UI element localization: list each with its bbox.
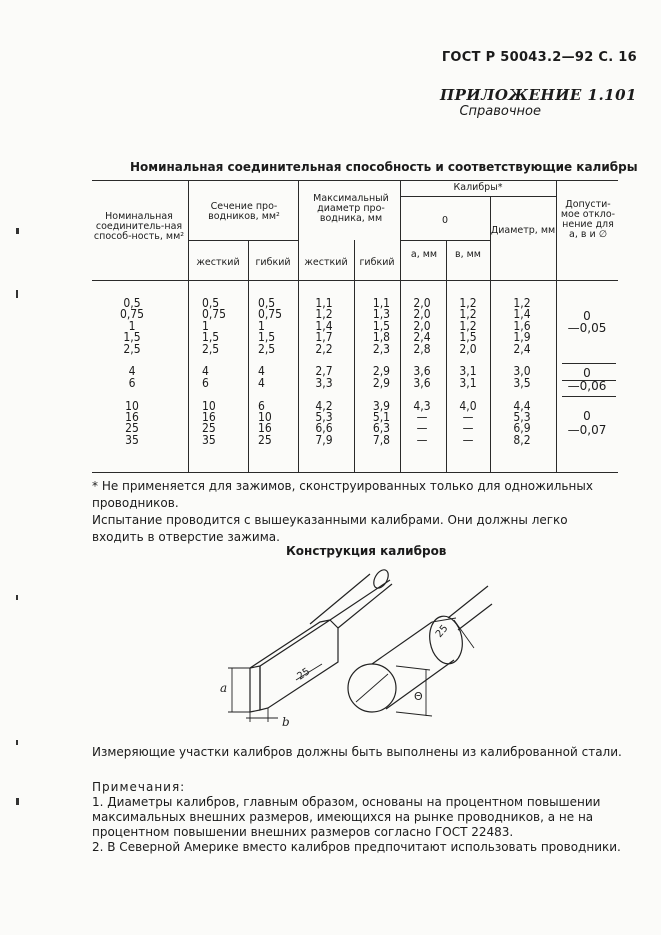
table-rule: [556, 180, 557, 472]
header-section: Сечение про-водников, мм²: [208, 201, 280, 222]
gauge-drawing: [200, 560, 500, 735]
flat-gauge-body: [260, 620, 338, 710]
flat-gauge-outline: [250, 620, 330, 668]
header-diameter: Диаметр, мм: [490, 225, 556, 236]
label-b: b: [282, 715, 290, 729]
notes-title: Примечания:: [92, 780, 186, 794]
col-nominal: 0,5 0,75 1 1,5 2,5 4 6 10 16 25 35: [119, 296, 145, 447]
notes-block: [92, 780, 627, 855]
tolerance-minus: —0,06: [567, 379, 607, 393]
tolerance-plus: 0: [583, 409, 591, 423]
table-rule: [248, 240, 249, 472]
col-gauge-diameter: 1,2 1,4 1,6 1,9 2,4 3,0 3,5 4,4 5,3 6,9 8,2: [513, 296, 531, 447]
table-rule: [188, 180, 189, 472]
table-rule: [92, 180, 618, 181]
margin-mark: [16, 740, 18, 745]
note-1: 1. Диаметры калибров, главным образом, основаны на процентном повышении максимальных внешних размеров, имеющихся на рынке проводников, а не на процентном повышении внешних размеров согласно ГОСТ 22483.: [92, 795, 601, 839]
header-zero: 0: [441, 215, 449, 226]
margin-mark: [16, 290, 18, 298]
header-rigid2: жесткий: [304, 257, 348, 268]
header-rigid: жесткий: [196, 257, 240, 268]
margin-mark: [16, 798, 19, 805]
header-nominal: Номинальная соединитель-ная способ-ность, мм²: [93, 211, 185, 242]
header-b: в, мм: [455, 249, 481, 260]
margin-mark: [16, 228, 19, 234]
note-2: 2. В Северной Америке вместо калибров предпочитают использовать проводники.: [92, 840, 621, 854]
appendix-title: ПРИЛОЖЕНИЕ 1.101: [439, 86, 637, 104]
tolerance-minus: —0,05: [567, 321, 607, 335]
label-theta: Θ: [414, 690, 423, 703]
round-gauge-back: [426, 614, 466, 667]
tolerance-minus: —0,07: [567, 423, 607, 437]
table-rule: [92, 472, 618, 473]
appendix-subtitle: Справочное: [459, 104, 541, 119]
header-maxdiam: Максимальный диаметр про-водника, мм: [313, 193, 389, 224]
header-a: а, мм: [410, 249, 438, 260]
flat-gauge-face: [250, 666, 260, 712]
table-rule: [400, 240, 490, 241]
col-diameter-rigid: 1,1 1,2 1,4 1,7 2,2 2,7 3,3 4,2 5,3 6,6 7,9: [315, 296, 333, 447]
margin-mark: [16, 595, 18, 600]
header-gauges: Калибры*: [453, 182, 503, 193]
table-rule: [92, 280, 618, 281]
gauge-table: [92, 180, 618, 472]
col-section-rigid: 0,5 0,75 1 1,5 2,5 4 6 10 16 25 35: [202, 296, 227, 447]
header-tolerance: Допусти-мое откло-нение для а, в и ∅: [560, 199, 616, 240]
col-gauge-a: 2,0 2,0 2,0 2,4 2,8 3,6 3,6 4,3 — — —: [413, 296, 431, 447]
tolerance-separator: [562, 363, 616, 364]
tolerance-plus: 0: [583, 366, 591, 380]
table-rule: [298, 180, 299, 472]
test-paragraph: Испытание проводится с вышеуказанными калибрами. Они должны легко входить в отверстие зажима.: [92, 513, 568, 544]
material-paragraph: Измеряющие участки калибров должны быть выполнены из калиброванной стали.: [92, 745, 622, 759]
col-diameter-flexible: 1,1 1,3 1,5 1,8 2,3 2,9 2,9 3,9 5,1 6,3 7,8: [372, 296, 390, 447]
label-a: a: [220, 681, 228, 695]
footnote: * Не применяется для зажимов, сконструированных только для одножильных проводников.: [92, 479, 593, 510]
header-flexible2: гибкий: [359, 257, 395, 268]
page-header: ГОСТ Р 50043.2—92 С. 16: [441, 50, 637, 65]
header-flexible: гибкий: [255, 257, 291, 268]
tolerance-separator: [562, 396, 616, 397]
flat-gauge-shank: [310, 574, 392, 628]
section-title: Конструкция калибров: [286, 544, 447, 558]
table-title: Номинальная соединительная способность и соответствующие калибры: [130, 160, 638, 174]
table-rule: [188, 240, 298, 241]
table-rule: [490, 196, 491, 472]
tolerance-plus: 0: [583, 309, 591, 323]
col-section-flexible: 0,5 0,75 1 1,5 2,5 4 4 6 10 16 25: [258, 296, 283, 447]
label-25-left: 25: [295, 666, 313, 683]
label-25-right: 25: [433, 623, 451, 640]
table-rule: [400, 196, 556, 197]
table-rule: [446, 240, 447, 472]
round-gauge-cross: [356, 674, 388, 702]
col-gauge-b: 1,2 1,2 1,2 1,5 2,0 3,1 3,1 4,0 — — —: [459, 296, 477, 447]
round-gauge-shank: [448, 586, 492, 630]
dim-line-a: [228, 668, 250, 712]
